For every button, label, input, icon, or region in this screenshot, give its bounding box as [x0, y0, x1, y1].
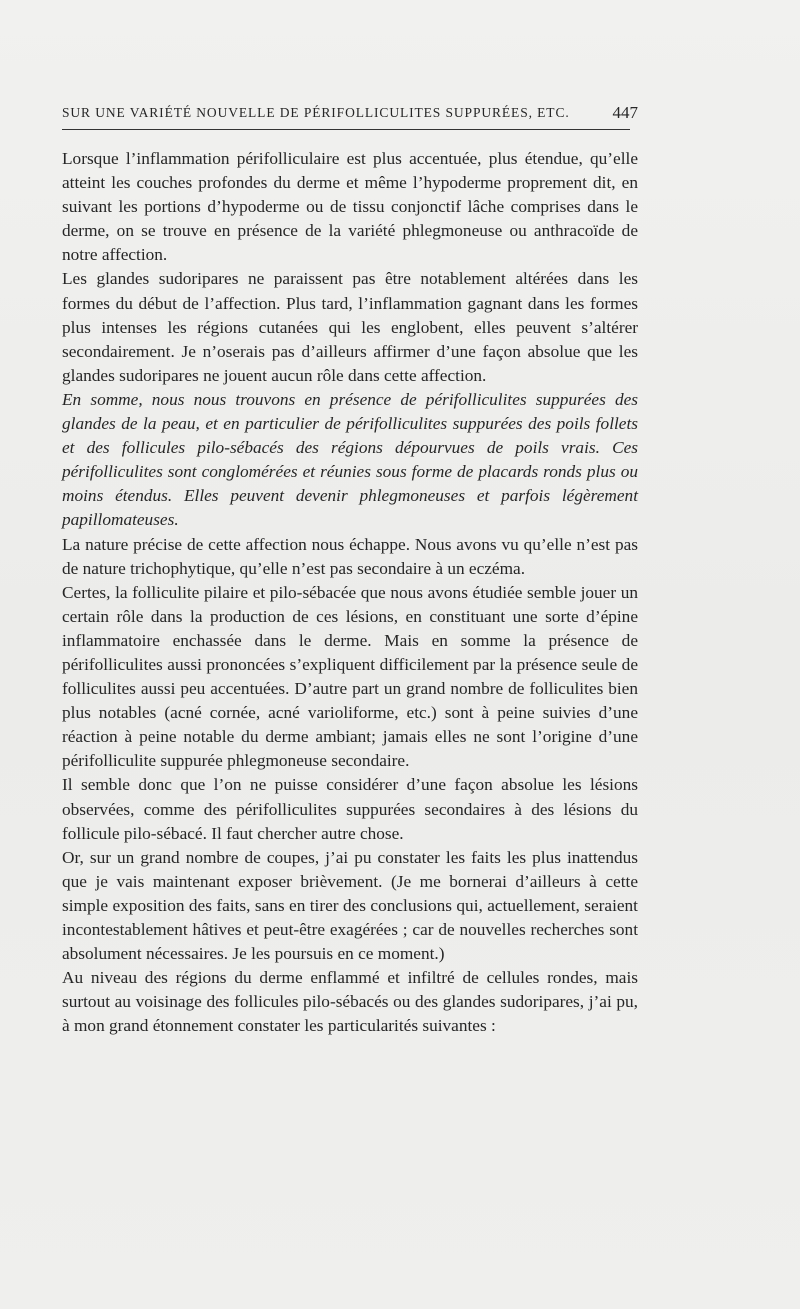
paragraph: Or, sur un grand nombre de coupes, j’ai pu constater les faits les plus inattendus que je vais maintenant exposer brièvement. (Je me bornerai d’ailleurs à cette simple exposition des faits, sans en tirer des conclusions qui, actuellement, seraient incontestablement hâtives et peut-être exagérées ; car de nouvelles recherches sont absolument nécessaires. Je les poursuis en ce moment.): [62, 847, 638, 964]
paragraph: Au niveau des régions du derme enflammé et infiltré de cellules rondes, mais surtout au voisinage des follicules pilo-sébacés ou des glandes sudoripares, j’ai pu, à mon grand étonnement constater les particularités suivantes :: [62, 968, 638, 1036]
paragraph: Les glandes sudoripares ne paraissent pas être notablement altérées dans les formes du début de l’affection. Plus tard, l’inflammation gagnant dans les formes plus intenses les régions cutanées qui les englobent, elles peuvent s’altérer secondairement. Je n’oserais pas d’ailleurs affirmer d’une façon absolue que les glandes sudoripares ne jouent aucun rôle dans cette affection.: [62, 269, 638, 385]
running-head: [62, 102, 638, 124]
paragraph: La nature précise de cette affection nous échappe. Nous avons vu qu’elle n’est pas de nature trichophytique, qu’elle n’est pas secondaire à un eczéma.: [62, 534, 638, 578]
paragraph: Lorsque l’inflammation périfolliculaire est plus accentuée, plus étendue, qu’elle atteint les couches profondes du derme et même l’hypoderme proprement dit, en suivant les portions d’hypoderme ou de tissu conjonctif lâche comprises dans le derme, on se trouve en présence de la variété phlegmoneuse ou anthracoïde de notre affection.: [62, 149, 638, 265]
paragraph: Il semble donc que l’on ne puisse considérer d’une façon absolue les lésions observées, comme des périfolliculites suppurées secondaires à des lésions du follicule pilo-sébacé. Il faut chercher autre chose.: [62, 775, 638, 843]
page-number: 447: [612, 103, 638, 122]
paragraph: Certes, la folliculite pilaire et pilo-sébacée que nous avons étudiée semble jouer un certain rôle dans la production de ces lésions, en constituant une sorte d’épine inflammatoire enchassée dans le derme. Mais en somme la présence de périfolliculites aussi prononcées s’expliquent difficilement par la présence seule de folliculites aussi peu accentuées. D’autre part un grand nombre de folliculites bien plus notables (acné cornée, acné varioliforme, etc.) sont à peine suivies d’une réaction à peine notable du derme ambiant; jamais elles ne sont l’origine d’une périfolliculite suppurée phlegmoneuse secondaire.: [62, 582, 638, 771]
running-title: SUR UNE VARIÉTÉ NOUVELLE DE PÉRIFOLLICULITES SUPPURÉES, ETC.: [62, 105, 570, 120]
paragraph-italic-summary: En somme, nous nous trouvons en présence de périfolliculites suppurées des glandes de la peau, et en particulier de périfolliculites suppurées des poils follets et des follicules pilo-sébacés des régions dépourvues de poils vrais. Ces périfolliculites sont conglomérées et réunies sous forme de placards ronds plus ou moins étendus. Elles peuvent devenir phlegmoneuses et parfois légèrement papillomateuses.: [62, 389, 638, 530]
header-rule: [62, 129, 630, 130]
body-text: [62, 147, 638, 1038]
